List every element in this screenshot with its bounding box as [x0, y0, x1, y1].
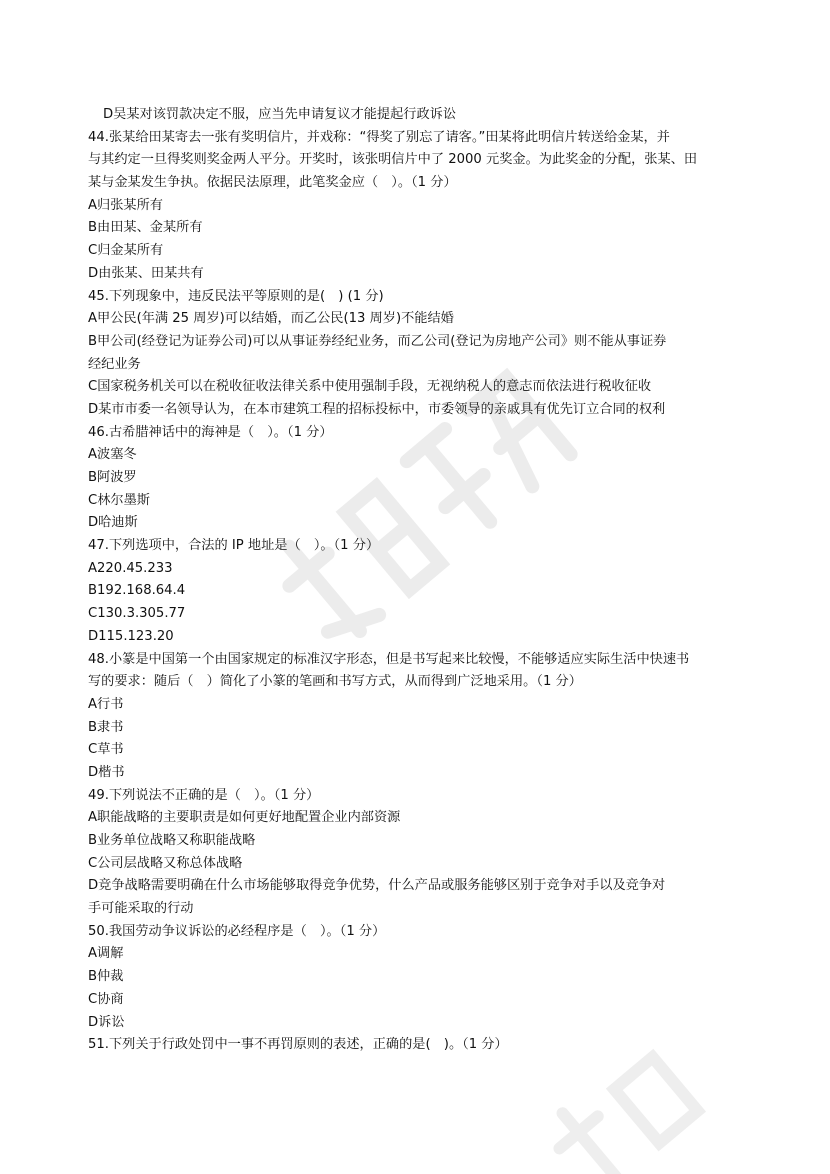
question-block	[88, 535, 748, 648]
option-line: D115.123.20	[88, 628, 174, 644]
option-line: B仲裁	[88, 969, 124, 985]
question-block	[88, 921, 748, 1034]
option-line: B阿波罗	[88, 470, 137, 485]
option-line: D哈迪斯	[88, 515, 138, 531]
option-line: A波塞冬	[88, 447, 137, 463]
option-line: B由田某、金某所有	[88, 220, 203, 236]
option-line: C协商	[88, 991, 124, 1007]
question-stem-line: 与其约定一旦得奖则奖金两人平分。开奖时，该张明信片中了 2000 元奖金。为此奖金的分配，张某、田	[88, 152, 698, 168]
question-stem-line: 51.下列关于行政处罚中一事不再罚原则的表述，正确的是( )。（1 分）	[88, 1037, 508, 1053]
question-stem-line: 49.下列说法不正确的是（ ）。（1 分）	[88, 787, 320, 803]
option-line: B192.168.64.4	[88, 583, 186, 599]
option-line: C草书	[88, 742, 124, 758]
option-line: B隶书	[88, 719, 124, 735]
option-line: A220.45.233	[88, 560, 173, 576]
option-line: A行书	[88, 696, 124, 712]
question-stem-line: 46.古希腊神话中的海神是（ ）。（1 分）	[88, 424, 333, 440]
option-line: D由张某、田某共有	[88, 265, 204, 281]
question-stem-line: 某与金某发生争执。依据民法原理，此笔奖金应（ ）。（1 分）	[88, 175, 457, 191]
question-block	[88, 649, 748, 785]
exam-content	[88, 104, 748, 1057]
option-line: D楷书	[88, 764, 125, 780]
question-block	[88, 127, 748, 286]
question-block	[88, 1034, 748, 1057]
option-line: D某市市委一名领导认为，在本市建筑工程的招标投标中，市委领导的亲戚具有优先订立合同的权利	[88, 401, 666, 417]
option-line: A调解	[88, 946, 124, 962]
option-line: A归张某所有	[88, 197, 163, 213]
question-list	[88, 127, 748, 1057]
question-block	[88, 785, 748, 921]
option-line: C130.3.305.77	[88, 606, 186, 622]
option-line: D吴某对该罚款决定不服，应当先申请复议才能提起行政诉讼	[103, 107, 457, 122]
option-line: C公司层战略又称总体战略	[88, 855, 243, 871]
option-line: 手可能采取的行动	[88, 901, 194, 917]
option-line: C归金某所有	[88, 243, 164, 259]
option-line: A甲公民(年满 25 周岁)可以结婚，而乙公民(13 周岁)不能结婚	[88, 311, 454, 327]
option-line: B业务单位战略又称职能战略	[88, 833, 256, 848]
option-line: A职能战略的主要职责是如何更好地配置企业内部资源	[88, 810, 401, 826]
question-block	[88, 286, 748, 422]
option-line: B甲公司(经登记为证券公司)可以从事证券经纪业务，而乙公司(登记为房地产公司》则不能从事证券	[88, 333, 667, 349]
question-stem-line: 写的要求：随后（ ）简化了小篆的笔画和书写方式，从而得到广泛地采用。（1 分）	[88, 674, 582, 690]
option-line: C国家税务机关可以在税收征收法律关系中使用强制手段，无视纳税人的意志而依法进行税收征收	[88, 379, 652, 395]
option-line: 经纪业务	[88, 356, 141, 372]
question-stem-line: 45.下列现象中，违反民法平等原则的是( ) (1 分)	[88, 288, 384, 304]
question-stem-line: 44.张某给田某寄去一张有奖明信片，并戏称：“得奖了别忘了请客。”田某将此明信片转送给金某，并	[88, 129, 670, 145]
question-stem-line: 50.我国劳动争议诉讼的必经程序是（ ）。（1 分）	[88, 923, 386, 939]
option-line: D竞争战略需要明确在什么市场能够取得竞争优势，什么产品或服务能够区别于竞争对手以及竞争对	[88, 878, 666, 894]
question-block	[88, 422, 748, 535]
option-line: C林尔墨斯	[88, 492, 150, 508]
question-stem-line: 48.小篆是中国第一个由国家规定的标准汉字形态，但是书写起来比较慢，不能够适应实际生活中快速书	[88, 651, 690, 667]
question-stem-line: 47.下列选项中，合法的 IP 地址是（ ）。（1 分）	[88, 538, 380, 554]
option-line: D诉讼	[88, 1014, 125, 1030]
